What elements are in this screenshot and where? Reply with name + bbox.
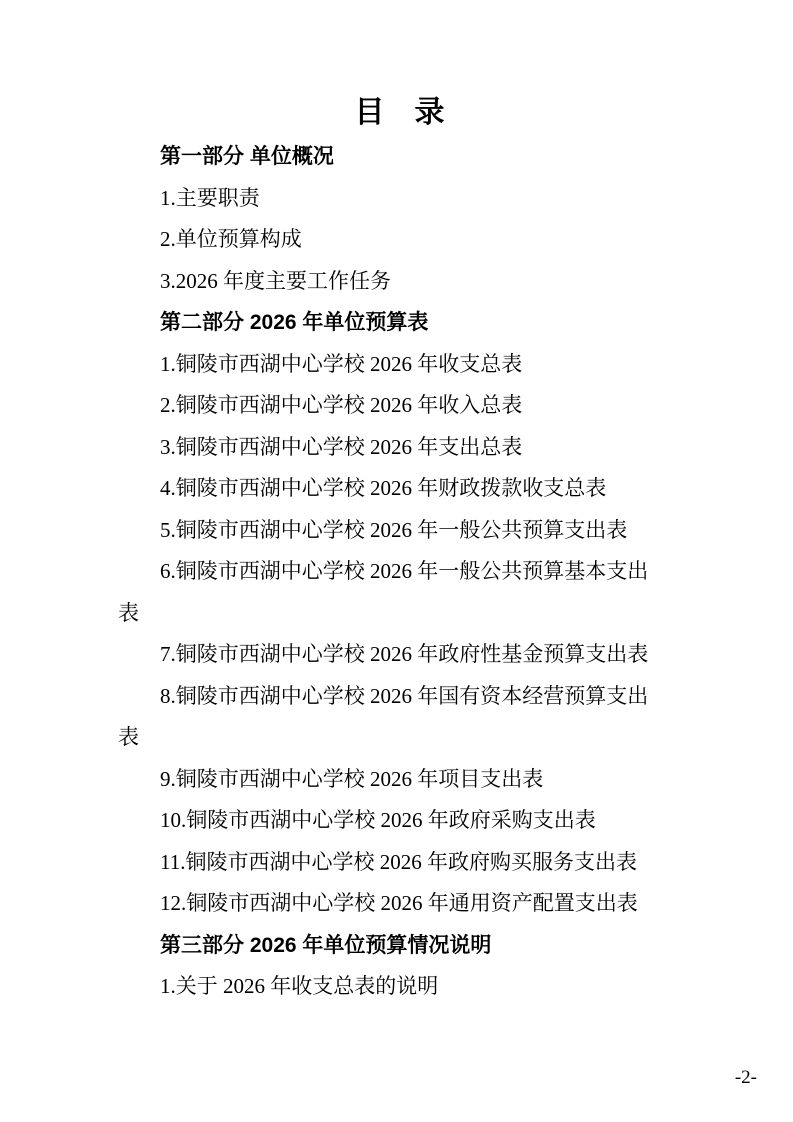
toc-item: 3.2026 年度主要工作任务 bbox=[160, 268, 391, 293]
toc-item-line-wrap: 表 bbox=[118, 600, 139, 625]
toc-item: 9.铜陵市西湖中心学校 2026 年项目支出表 bbox=[160, 766, 544, 791]
page-title: 目 录 bbox=[354, 96, 445, 129]
toc-item bbox=[118, 551, 681, 634]
toc-item: 1.铜陵市西湖中心学校 2026 年收支总表 bbox=[160, 351, 523, 376]
toc-item: 2.单位预算构成 bbox=[160, 227, 302, 251]
toc-item-line: 8.铜陵市西湖中心学校 2026 年国有资本经营预算支出 bbox=[160, 683, 649, 708]
toc-item: 1.关于 2026 年收支总表的说明 bbox=[160, 974, 439, 998]
toc-item bbox=[118, 676, 681, 759]
toc-item: 3.铜陵市西湖中心学校 2026 年支出总表 bbox=[160, 434, 523, 459]
toc-item: 1.主要职责 bbox=[160, 185, 260, 210]
section-heading-part2: 第二部分 2026 年单位预算表 bbox=[160, 311, 429, 334]
section-heading-part1: 第一部分 单位概况 bbox=[160, 145, 334, 168]
toc-item: 7.铜陵市西湖中心学校 2026 年政府性基金预算支出表 bbox=[160, 642, 649, 666]
toc-item-line-wrap: 表 bbox=[118, 725, 139, 749]
toc-item-line: 6.铜陵市西湖中心学校 2026 年一般公共预算基本支出 bbox=[160, 559, 649, 583]
toc-item: 2.铜陵市西湖中心学校 2026 年收入总表 bbox=[160, 393, 523, 417]
section-heading-part3: 第三部分 2026 年单位预算情况说明 bbox=[160, 933, 492, 957]
page-number: -2- bbox=[734, 1067, 757, 1088]
toc-item: 12.铜陵市西湖中心学校 2026 年通用资产配置支出表 bbox=[160, 891, 638, 915]
toc-item: 5.铜陵市西湖中心学校 2026 年一般公共预算支出表 bbox=[160, 517, 628, 542]
toc-item: 11.铜陵市西湖中心学校 2026 年政府购买服务支出表 bbox=[160, 849, 637, 874]
toc-item: 4.铜陵市西湖中心学校 2026 年财政拨款收支总表 bbox=[160, 476, 607, 500]
toc-item: 10.铜陵市西湖中心学校 2026 年政府采购支出表 bbox=[160, 808, 596, 832]
